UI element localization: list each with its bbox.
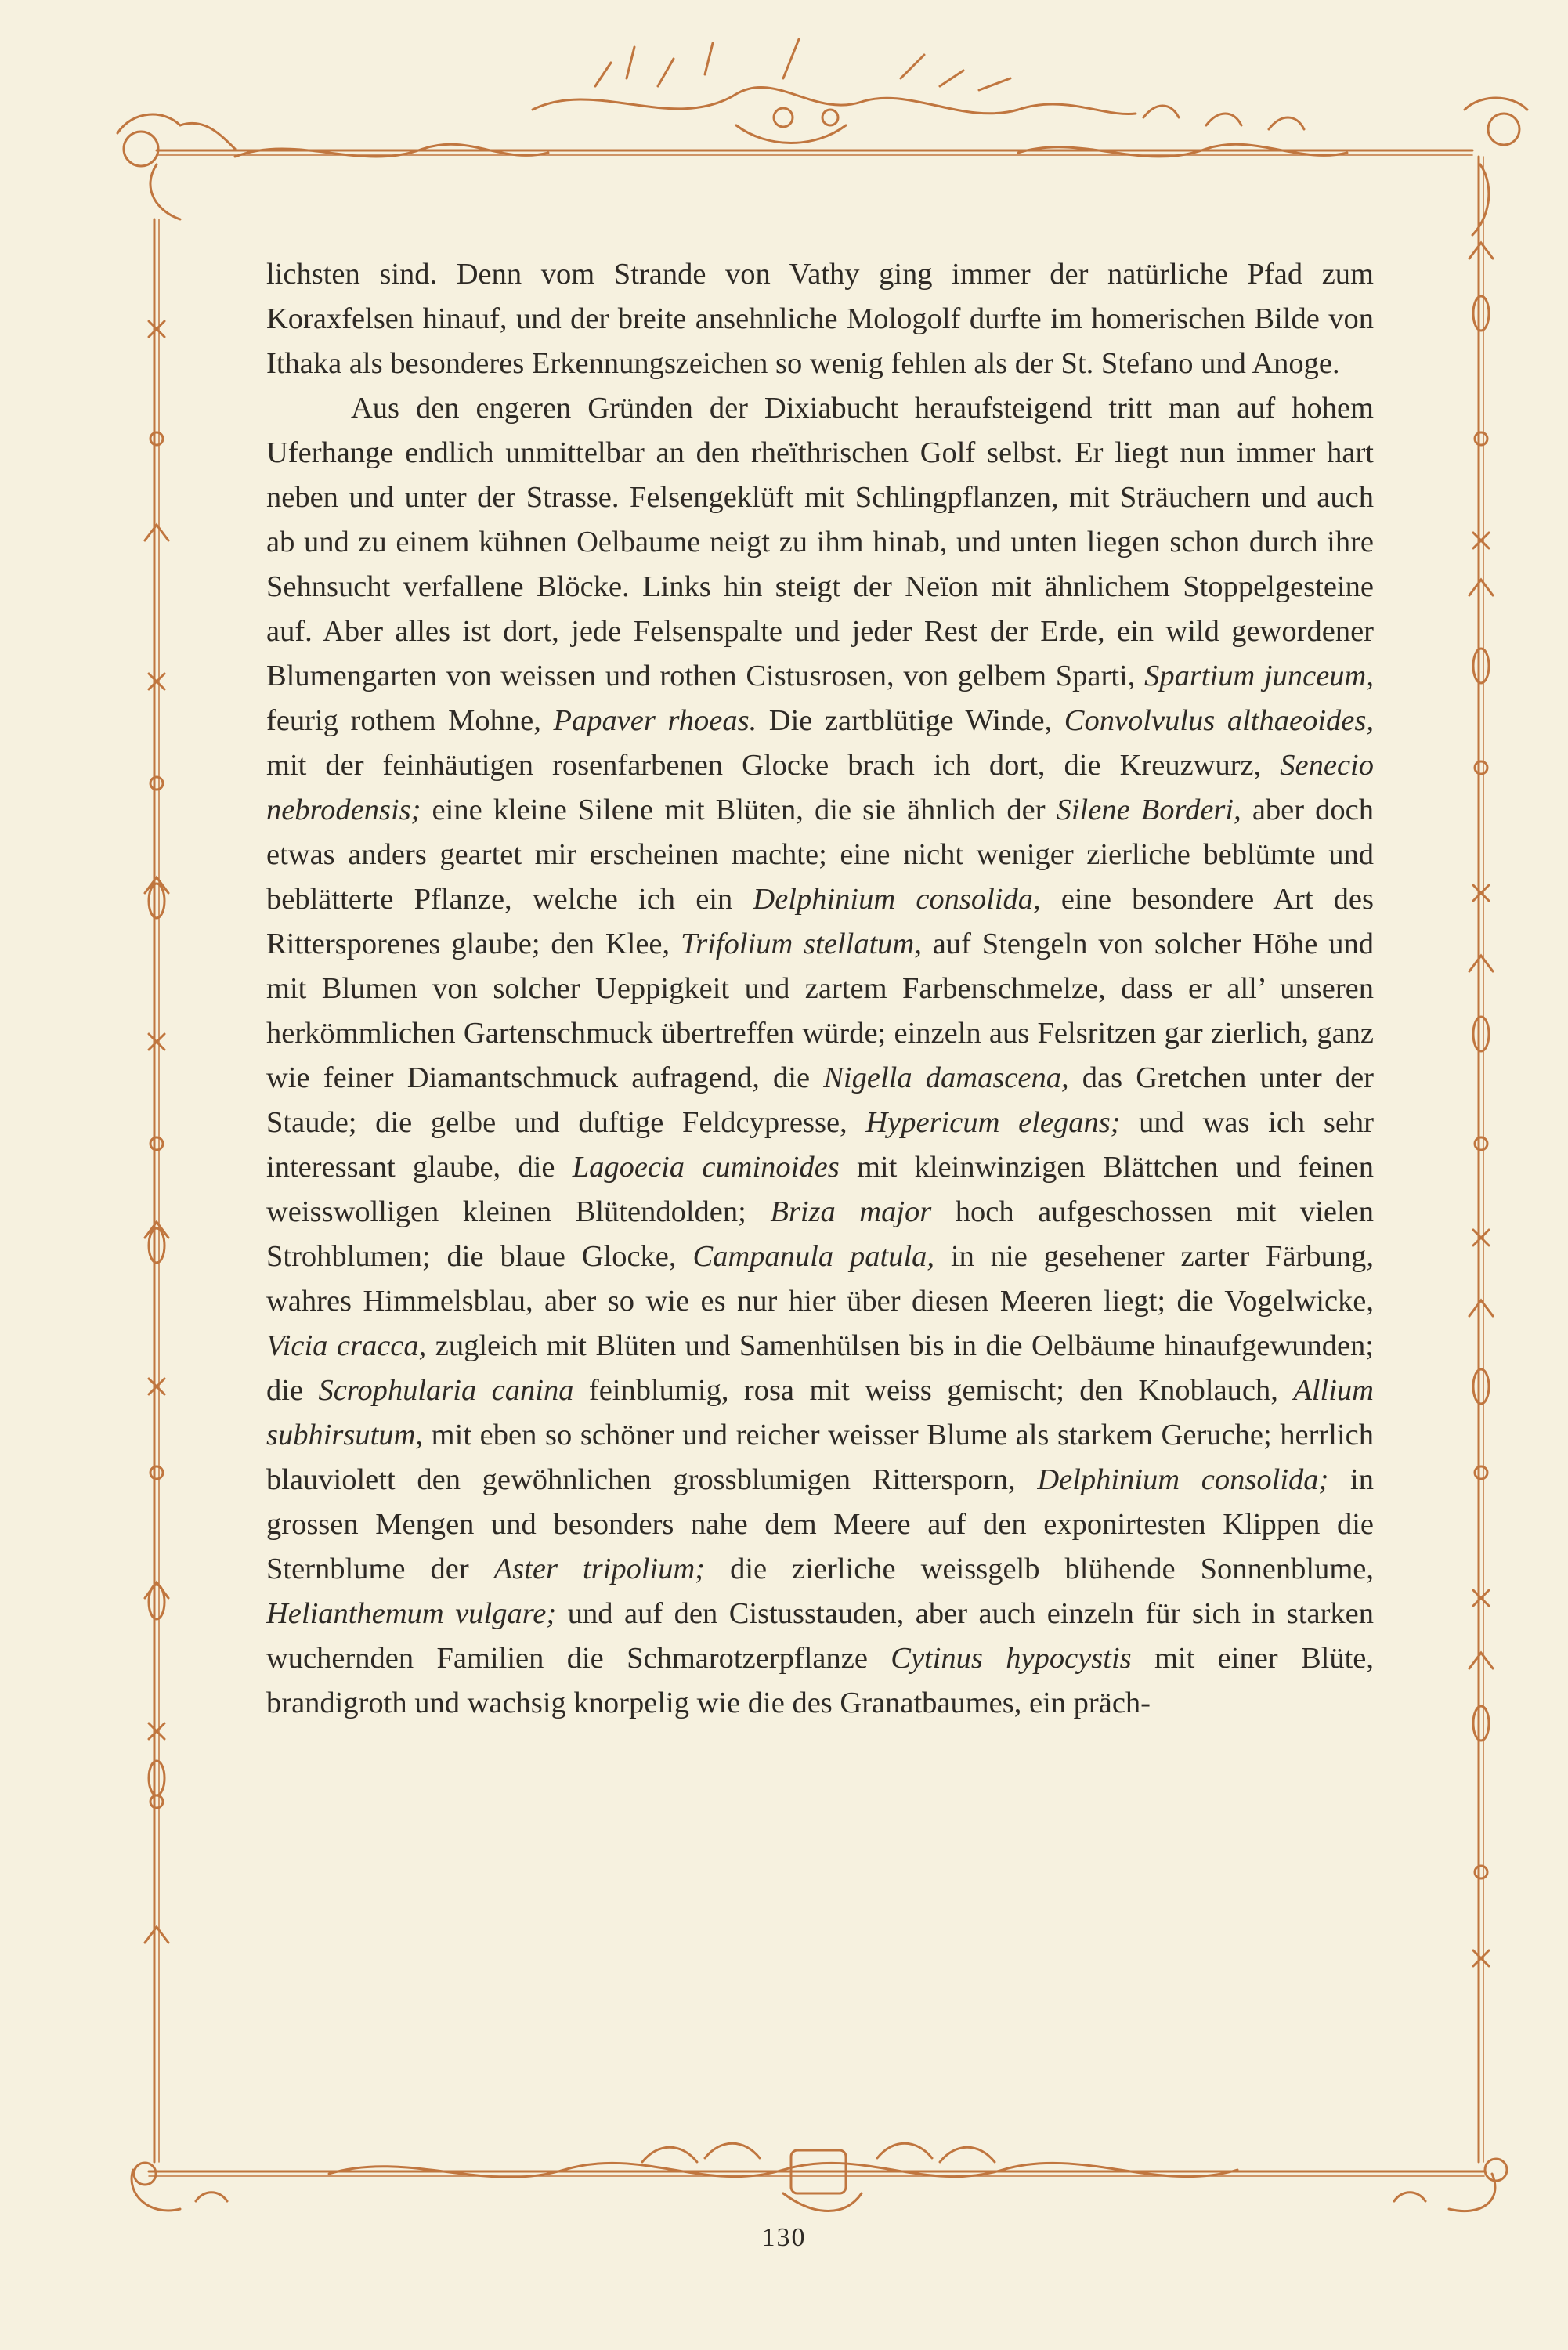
text-run: eine besondere Art des Rittersporenes glaube; den Klee, bbox=[266, 883, 1374, 960]
body-text bbox=[266, 252, 1374, 1726]
botanical-name: Delphinium consolida, bbox=[753, 883, 1041, 916]
text-run: in grossen Mengen und besonders nahe dem Meere auf den exponirtesten Klippen die Sternblume der bbox=[266, 1463, 1374, 1585]
botanical-name: Hypericum elegans; bbox=[865, 1106, 1121, 1139]
text-run: eine kleine Silene mit Blüten, die sie ähnlich der bbox=[421, 794, 1057, 826]
botanical-name: Spartium junceum, bbox=[1144, 660, 1374, 692]
bottom-left-corner-ornament bbox=[132, 2163, 227, 2211]
text-run: auf Stengeln von solcher Höhe und mit Blumen von solcher Ueppigkeit und zartem Farbenschmelze, dass er all’ unseren herkömmlichen Gartenschmuck übertreffen würde; einzeln aus Felsritzen gar zierlich, ganz wie feiner Diamantschmuck aufragend, die bbox=[266, 927, 1374, 1094]
botanical-name: Aster tripolium; bbox=[493, 1553, 706, 1585]
text-run: in nie gesehener zarter Färbung, wahres Himmelsblau, aber so wie es nur hier über diesen Meeren liegt; die Vogelwicke, bbox=[266, 1240, 1374, 1318]
text-run: Aus den engeren Gründen der Dixiabucht heraufsteigend tritt man auf hohem Uferhange endlich unmittelbar an den rheïthrischen Golf selbst. Er liegt nun immer hart neben und unter der Strasse. Felsengeklüft mit Schlingpflanzen, mit Sträuchern und auch ab und zu einem kühnen Oelbaume neigt zu ihm hinab, und unten liegen schon durch ihre Sehnsucht verfallene Blöcke. Links hin steigt der Neïon mit ähnlichem Stoppelgesteine auf. Aber alles ist dort, jede Felsenspalte und jeder Rest der Erde, ein wild gewordener Blumengarten von weissen und rothen Cistusrosen, von gelbem Sparti, bbox=[266, 392, 1374, 692]
text-run: zugleich mit Blüten und Samenhülsen bis in die Oelbäume hinaufgewunden; die bbox=[266, 1329, 1375, 1407]
botanical-name: Campanula patula, bbox=[692, 1240, 935, 1273]
text-run: mit der feinhäutigen rosenfarbenen Glocke brach ich dort, die Kreuzwurz, bbox=[266, 749, 1281, 782]
botanical-name: Scrophularia canina bbox=[318, 1374, 574, 1407]
botanical-name: Nigella damascena, bbox=[823, 1061, 1069, 1094]
botanical-name: Allium subhirsutum, bbox=[266, 1374, 1374, 1452]
botanical-name: Cytinus hypocystis bbox=[891, 1642, 1132, 1675]
text-run: und was ich sehr interessant glaube, die bbox=[266, 1106, 1374, 1184]
botanical-name: Delphinium consolida; bbox=[1037, 1463, 1329, 1496]
botanical-name: Lagoecia cuminoides bbox=[572, 1151, 840, 1184]
paragraph bbox=[266, 386, 1374, 1726]
paragraph bbox=[266, 252, 1374, 386]
top-right-corner-ornament bbox=[1465, 98, 1527, 235]
bottom-right-corner-ornament bbox=[1394, 2159, 1507, 2211]
left-side-ornaments bbox=[145, 321, 168, 1943]
text-run: Die zartblütige Winde, bbox=[757, 704, 1064, 737]
top-left-corner-ornament bbox=[117, 114, 235, 219]
botanical-name: Silene Borderi, bbox=[1056, 794, 1241, 826]
botanical-name: Convolvulus althaeoides, bbox=[1064, 704, 1374, 737]
botanical-name: Vicia cracca, bbox=[266, 1329, 427, 1362]
text-run: das Gretchen unter der Staude; die gelbe und duftige Feldcypresse, bbox=[266, 1061, 1374, 1139]
bottom-center-ornament bbox=[329, 2143, 1237, 2211]
text-run: die zierliche weissgelb blühende Sonnenblume, bbox=[705, 1553, 1374, 1585]
top-center-ornament bbox=[235, 39, 1347, 157]
text-run: mit kleinwinzigen Blättchen und feinen weisswolligen kleinen Blütendolden; bbox=[266, 1151, 1374, 1228]
botanical-name: Papaver rhoeas. bbox=[553, 704, 757, 737]
page-number: 130 bbox=[761, 2223, 807, 2252]
botanical-name: Trifolium stellatum, bbox=[680, 927, 922, 960]
text-run: feurig rothem Mohne, bbox=[266, 704, 554, 737]
botanical-name: Helianthemum vulgare; bbox=[266, 1597, 557, 1630]
botanical-name: Senecio nebrodensis; bbox=[266, 749, 1374, 826]
text-run: mit eben so schöner und reicher weisser Blume als starkem Geruche; herrlich blauviolett den gewöhnlichen grossblumigen Rittersporn, bbox=[266, 1419, 1374, 1496]
text-run: feinblumig, rosa mit weiss gemischt; den Knoblauch, bbox=[573, 1374, 1294, 1407]
text-run: lichsten sind. Denn vom Strande von Vathy ging immer der natürliche Pfad zum Koraxfelsen hinauf, und der breite ansehnliche Mologolf durfte im homerischen Bilde von Ithaka als besonderes Erkennungszeichen so wenig fehlen als der St. Stefano und Anoge. bbox=[266, 258, 1374, 380]
right-side-ornaments bbox=[1469, 243, 1493, 1966]
text-run: mit einer Blüte, brandigroth und wachsig knorpelig wie die des Granatbaumes, ein präch- bbox=[266, 1642, 1374, 1719]
text-run: und auf den Cistusstauden, aber auch einzeln für sich in starken wuchernden Familien die Schmarotzerpflanze bbox=[266, 1597, 1374, 1675]
text-run: aber doch etwas anders geartet mir erscheinen machte; eine nicht weniger zierliche beblümte und beblätterte Pflanze, welche ich ein bbox=[266, 794, 1374, 916]
text-run: hoch aufgeschossen mit vielen Strohblumen; die blaue Glocke, bbox=[266, 1195, 1374, 1273]
botanical-name: Briza major bbox=[770, 1195, 932, 1228]
